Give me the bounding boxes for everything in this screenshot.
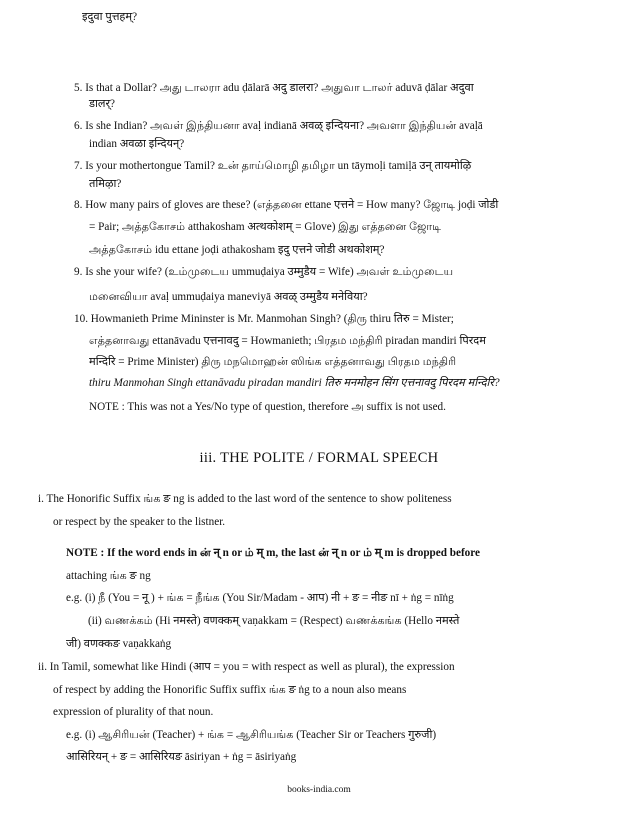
body-line-4: attaching ங்க ङ ng [66, 570, 151, 582]
body-line-5: e.g. (i) நீ (You = नू ) + ங்க = நீங்க (You Sir/Madam - आप) नी + ङ = नीङ nī + ṅg = nīṅg [66, 592, 454, 604]
list-item-8-line1: 8. How many pairs of gloves are these? (எத்தனை ettane एत्तने = How many? ஜோடி joḍi जोडी [74, 199, 499, 211]
list-item-10-line1: 10. Howmanieth Prime Mininster is Mr. Manmohan Singh? (திரு thiru तिरु = Mister; [74, 313, 454, 325]
list-item-9-line1: 9. Is she your wife? (உம்முடைய ummuḍaiya उम्मुडैय = Wife) அவள் உம்முடைய [74, 266, 454, 278]
body-line-1: i. The Honorific Suffix ங்க ङ ng is added to the last word of the sentence to show politeness [38, 493, 452, 505]
list-item-10-line3: मन्दिरि = Prime Minister) திரு மநமொஹன் ஸிங்க எத்தனாவது பிரதம மந்திரி [89, 356, 457, 368]
footer-domain: books-india.com [287, 785, 351, 795]
list-item-10-line2: எத்தனாவது ettanāvadu एत्तनावदु = Howmanieth; பிரதம மந்திரி piradan mandiri पिरदम [89, 335, 486, 347]
list-item-7-line1: 7. Is your mothertongue Tamil? உன் தாய்மொழி தமிழா un tāymoḷi tamiḷā उन् तायमोऴि [74, 160, 472, 172]
body-line-2: or respect by the speaker to the listner. [53, 516, 226, 528]
list-item-7-line2: तमिऴा? [89, 178, 122, 190]
list-item-10-line4: thiru Manmohan Singh ettanāvadu piradan mandiri तिरु मनमोहन सिंग एत्तनावदु पिरदम मन्दिरि? [89, 377, 500, 389]
section-heading: iii. THE POLITE / FORMAL SPEECH [199, 450, 439, 466]
body-line-10: expression of plurality of that noun. [53, 706, 214, 718]
list-item-8-line2: = Pair; அத்தகோசம் atthakosham अत्थकोशम् = Glove) இது எத்தனை ஜோடி [89, 221, 442, 233]
body-line-6: (ii) வணக்கம் (Hi नमस्ते) वणक्कम् vaṇakkam = (Respect) வணக்கங்க (Hello नमस्ते [88, 615, 460, 627]
list-item-8-line3: அத்தகோசம் idu ettane joḍi athakosham इदु एत्तने जोडी अथकोशम्? [89, 244, 385, 256]
body-line-7: जी) वणक्कङ vaṇakkaṅg [66, 638, 172, 650]
body-line-9: of respect by adding the Honorific Suffix suffix ங்க ङ ṅg to a noun also means [53, 684, 407, 696]
note-body-text: NOTE : If the word ends in ன் न् n or ம் म् m, the last ன் न् n or ம் म् m is dropped before [66, 547, 480, 559]
note-body-line-1 [66, 546, 480, 560]
body-line-12: आसिरियन् + ङ = आसिरियङ āsiriyan + ṅg = āsiriyaṅg [66, 751, 297, 763]
note-line: NOTE : This was not a Yes/No type of question, therefore அ suffix is not used. [89, 401, 446, 413]
body-line-8: ii. In Tamil, somewhat like Hindi (आप = you = with respect as well as plural), the expression [38, 661, 455, 673]
body-line-11: e.g. (i) ஆசிரியன் (Teacher) + ங்க = ஆசிரியங்க (Teacher Sir or Teachers गुरुजी) [66, 729, 437, 741]
list-item-5-line1: 5. Is that a Dollar? அது டாலரா adu ḍālarā अदु डालरा? அதுவா டாலர் aduvā ḍālar अदुवा [74, 82, 474, 94]
list-item-5-line2: डालर्? [89, 98, 116, 110]
list-item-9-line2: மனைவியா avaḷ ummuḍaiya maneviyā अवळ् उम्मुडैय मनेविया? [89, 291, 368, 303]
list-item-6-line1: 6. Is she Indian? அவள் இந்தியனா avaḷ indianā अवळ् इन्दियना? அவளா இந்தியன் avaḷā [74, 120, 483, 132]
list-line: इदुवा पुत्तहम्? [82, 11, 138, 23]
list-item-6-line2: indian अवळा इन्दियन्? [89, 138, 185, 150]
